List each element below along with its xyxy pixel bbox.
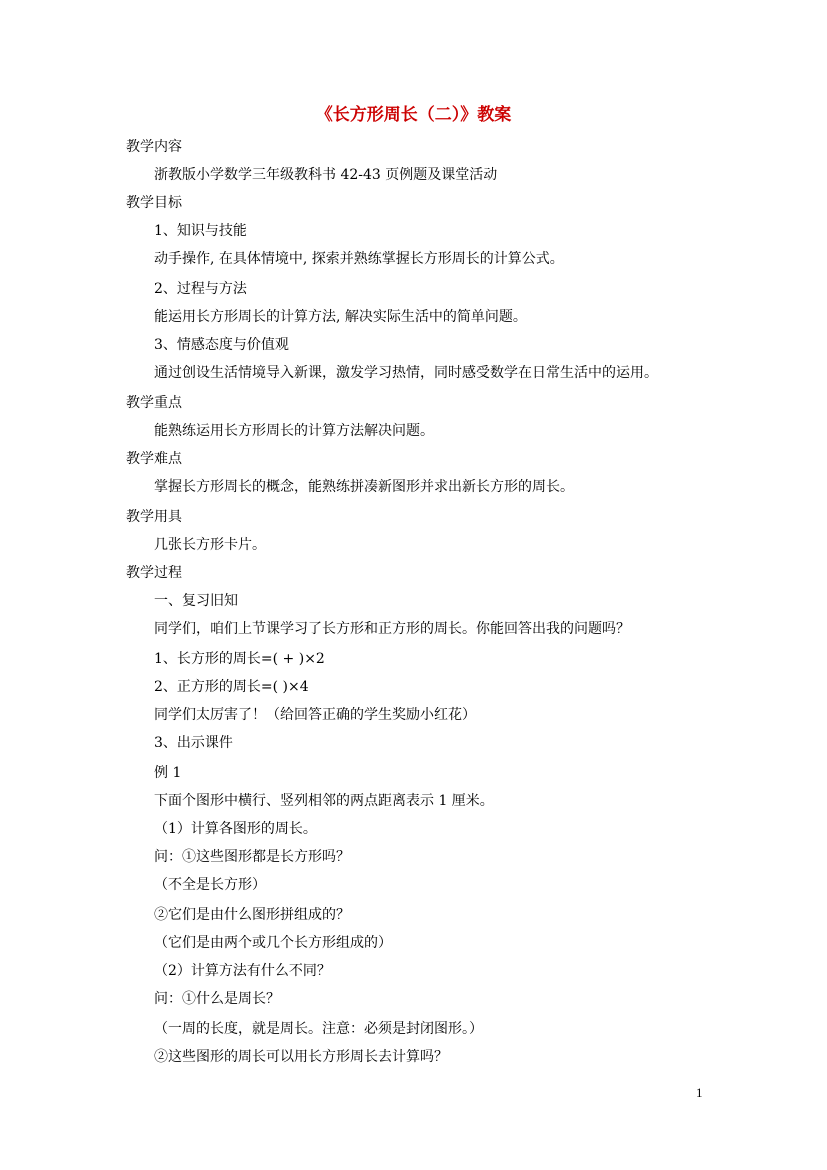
paragraph: ②它们是由什么图形拼组成的？ [154,907,350,923]
paragraph: 下面个图形中横行、竖列相邻的两点距离表示 1 厘米。 [154,793,494,809]
paragraph: （2）计算方法有什么不同？ [154,963,331,979]
page-title: 《长方形周长（二）》教案 [315,105,512,125]
paragraph: （不全是长方形） [154,877,266,893]
page-number: 1 [696,1085,703,1100]
section-heading-key-points: 教学重点 [126,395,182,411]
formula-line: 2、正方形的周长=( )×4 [154,679,309,695]
section-heading-goals: 教学目标 [126,195,182,211]
paragraph: 同学们太厉害了！（给回答正确的学生奖励小红花） [154,707,476,723]
paragraph: 能运用长方形周长的计算方法, 解决实际生活中的简单问题。 [154,309,527,325]
paragraph: 能熟练运用长方形周长的计算方法解决问题。 [154,423,434,439]
paragraph: 同学们，咱们上节课学习了长方形和正方形的周长。你能回答出我的问题吗？ [154,621,630,637]
subheading: 3、出示课件 [154,735,233,751]
paragraph: 掌握长方形周长的概念，能熟练拼凑新图形并求出新长方形的周长。 [154,479,574,495]
subheading: 2、过程与方法 [154,281,247,297]
paragraph: 浙教版小学数学三年级教科书 42-43 页例题及课堂活动 [154,167,498,183]
paragraph: 通过创设生活情境导入新课，激发学习热情，同时感受数学在日常生活中的运用。 [154,365,658,381]
example-label: 例 1 [154,765,182,781]
section-heading-content: 教学内容 [126,139,182,155]
paragraph: （1）计算各图形的周长。 [154,821,317,837]
subheading: 一、复习旧知 [154,593,238,609]
paragraph: 几张长方形卡片。 [154,537,266,553]
section-heading-process: 教学过程 [126,565,182,581]
subheading: 3、情感态度与价值观 [154,337,289,353]
paragraph: 动手操作, 在具体情境中, 探索并熟练掌握长方形周长的计算公式。 [154,251,564,267]
paragraph: （它们是由两个或几个长方形组成的） [154,935,392,951]
paragraph: 问：①这些图形都是长方形吗？ [154,849,350,865]
section-heading-difficulties: 教学难点 [126,451,182,467]
section-heading-materials: 教学用具 [126,509,182,525]
paragraph: 问：①什么是周长？ [154,991,280,1007]
subheading: 1、知识与技能 [154,223,247,239]
paragraph: ②这些图形的周长可以用长方形周长去计算吗？ [154,1049,448,1065]
paragraph: （一周的长度，就是周长。注意：必须是封闭图形。） [154,1021,483,1037]
formula-line: 1、长方形的周长=( + )×2 [154,651,325,667]
